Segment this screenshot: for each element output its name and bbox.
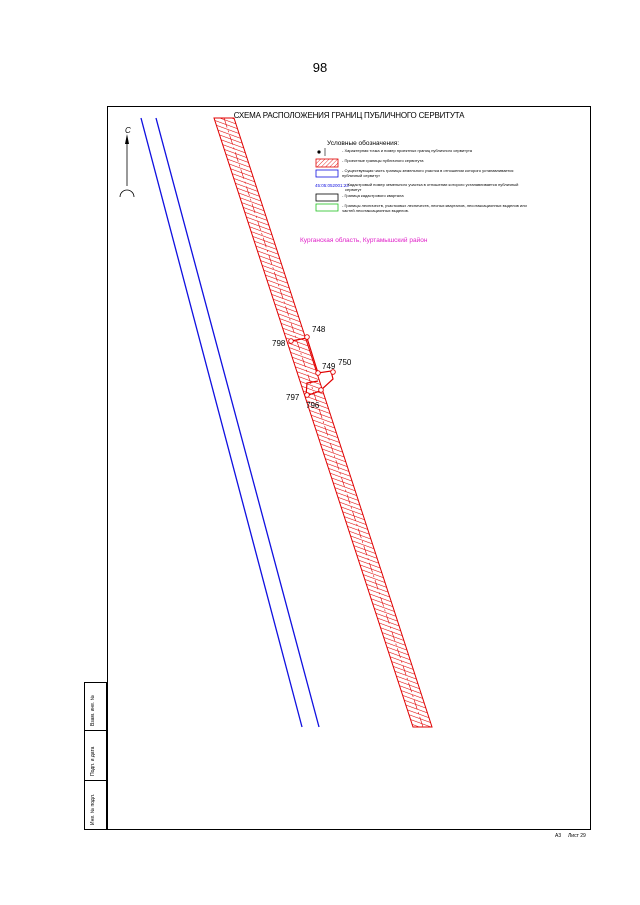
cad-number: 45:05:052001:23 <box>315 183 349 188</box>
point-label: 797 <box>286 393 300 402</box>
side-stamp <box>84 682 107 830</box>
legend-item-cad-number <box>315 183 525 192</box>
legend-text: - Характерная точка и номер проектных границ публичного сервитута <box>342 148 473 153</box>
north-arrow <box>120 134 134 197</box>
legend-symbols <box>316 148 338 211</box>
legend-text: - Кадастровый номер земельного участка в отношении которого устанавливается публичный сервитут <box>345 182 519 192</box>
sheet-number: Лист 29 <box>568 833 586 839</box>
legend-item-quarter <box>315 194 532 201</box>
point-label: 798 <box>272 339 286 348</box>
legend-item-forestry <box>315 204 532 213</box>
legend-text: - Существующая часть границы земельного участка в отношении которого устанавливается публичный сервитут <box>342 168 514 178</box>
stamp-cell-inv <box>85 683 106 731</box>
sheet-format: А3 <box>555 833 562 839</box>
region-label: Курганская область, Куртамышский район <box>300 237 428 244</box>
stamp-label: Подп. и дата <box>90 746 96 776</box>
scheme-title: СХЕМА РАСПОЛОЖЕНИЯ ГРАНИЦ ПУБЛИЧНОГО СЕРВИТУТА <box>233 111 465 120</box>
north-label: С <box>125 126 131 135</box>
point-label: 749 <box>322 362 336 371</box>
legend-item-point <box>315 149 532 156</box>
stamp-cell-orig <box>85 781 106 829</box>
stamp-label: Взам. инв. № <box>90 695 96 726</box>
stamp-cell-sign <box>85 731 106 781</box>
point-label: 796 <box>306 401 320 410</box>
page-number: 98 <box>312 60 328 75</box>
point-label: 750 <box>338 358 352 367</box>
legend-text: - Граница кадастрового квартала <box>342 193 404 198</box>
road-line-left <box>141 118 302 727</box>
stamp-label: Инв. № подл. <box>90 793 96 825</box>
legend-text: - Границы лесничеств, участковых лесничеств, лесных кварталов, лесотаксационных выделов или частей лесотаксационных выделов. <box>342 203 527 213</box>
legend-heading: Условные обозначения: <box>327 140 400 147</box>
point-label: 748 <box>312 325 326 334</box>
road-line-right <box>156 118 319 727</box>
legend-item-servitude <box>315 159 532 166</box>
legend-text: - Проектные границы публичного сервитута <box>342 158 424 163</box>
legend-item-parcel-part <box>315 169 532 178</box>
